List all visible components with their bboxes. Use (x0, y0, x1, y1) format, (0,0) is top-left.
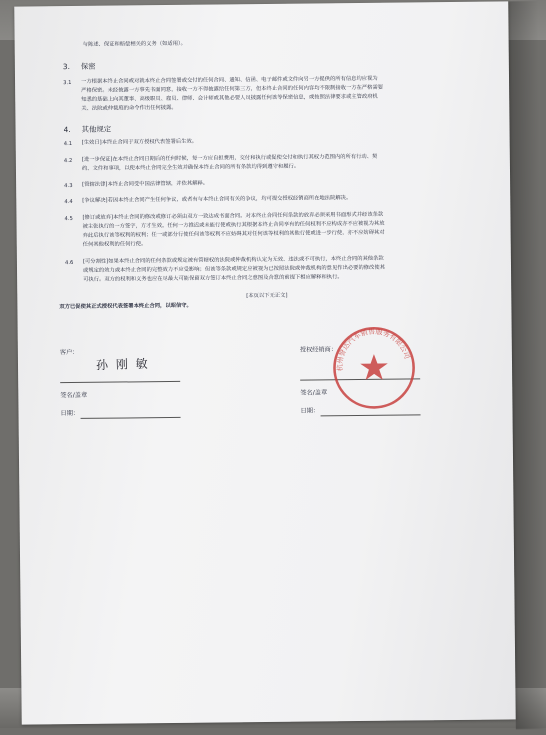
clause-4-6-number: 4.6 (64, 260, 74, 267)
end-of-text-note: [本页以下无正文] (246, 292, 288, 300)
customer-date-line (81, 417, 181, 419)
clause-4-3-line: [管辖法律]本终止合同受中国法律管辖，并依其解释。 (82, 180, 209, 188)
continued-line: 与陈述、保证和赔偿相关的义务（如适用）。 (82, 40, 186, 48)
clause-3-1-line: 关、法院或仲裁庭的命令作出任何披露。 (81, 104, 177, 112)
clause-4-5-line: 弃此后执行该等权利的权利；任一或部分行使任何该等权利不应妨碍其对任何该等权利的其他行使或进一步行使，亦不应妨碍其对 (82, 229, 385, 239)
clause-4-1-number: 4.1 (63, 141, 73, 148)
dealer-date-label: 日期： (300, 407, 320, 415)
clause-4-5-number: 4.5 (64, 216, 73, 223)
clause-4-6-line: 或规定的效力或本终止合同的完整效力不应受影响；但该等条款或规定应被视为已按照法院或仲裁机构的意见作出必要的修改使其 (82, 264, 385, 274)
page-edge-shadow (508, 1, 546, 729)
seal-text: 杭州誉达汽车销售服务有限公司 (335, 326, 413, 372)
clause-3-1-number: 3.1 (63, 80, 72, 87)
clause-4-5-line: [修订或放弃]本终止合同的修改或修订必须由双方一致达成书面合同。对本终止合同任何条款的放弃必须采用书面形式并经该条款 (82, 211, 384, 221)
clause-4-6-line: 可执行。双方的权利和义务也应在尽最大可能保留双方签订本终止合同之意图及合意的前提下相应解释和执行。 (83, 274, 343, 283)
section-4-number: 4. (63, 125, 71, 135)
clause-4-2-line: 约、文件和事项，以使本终止合同完全生效并确保本终止合同的所有条款均得到遵守和履行。 (81, 163, 300, 172)
customer-date-label: 日期： (60, 409, 80, 418)
dealer-date-line (321, 414, 421, 416)
dealer-sign-label: 签名/盖章 (300, 389, 328, 397)
handwritten-signature: 孙 刚 敏 (95, 356, 150, 373)
clause-4-2-line: [进一步保证]在本终止合同日期后的任何时候，每一方应自担费用，交付和执行或促使交付和执行其权力范围内的所有行动、契 (81, 153, 378, 163)
clause-3-1-line: 一方根据本终止合同或对就本终止合同签署或交付的任何合同、通知、信函、电子邮件或文件向另一方提供的所有信息均应视为 (81, 75, 378, 85)
customer-label: 客户： (59, 348, 79, 357)
clause-4-5-line: 任何其他权利的任何行使。 (82, 241, 147, 248)
clause-4-5-line: 被主张执行的一方签字，方才生效。任何一方推迟或未能行使或执行其根据本终止合同享有的任何权利不应构成亦不应被视为其放 (82, 220, 385, 230)
clause-4-3-number: 4.3 (64, 183, 73, 190)
customer-sign-label: 签名/盖章 (60, 391, 88, 400)
company-seal-stamp (331, 324, 418, 411)
clause-3-1-line: 知悉的基础上向其董事、高级职员、雇员、律师、会计师或其他必要人员披露任何该等保密信息，或按照法律要求或主管政府机 (81, 93, 378, 103)
clause-4-1-line: [生效日]本终止合同于双方授权代表签署后生效。 (81, 138, 198, 146)
customer-signature-line (60, 381, 180, 383)
dealer-label: 授权经销商： (299, 346, 338, 354)
clause-4-2-number: 4.2 (63, 158, 73, 165)
clause-4-6-line: [可分割性]如果本终止合同的任何条款或规定被有管辖权的法院或仲裁机构认定为无效、违法或不可执行，本终止合同的其他条款 (82, 255, 384, 265)
clause-4-4-number: 4.4 (64, 199, 73, 206)
document-page (14, 1, 515, 724)
clause-4-4-line: [争议解决]若因本终止合同产生任何争议，或者有与本终止合同有关的争议，均可提交授权经销商所在地法院解决。 (82, 195, 352, 204)
section-3-number: 3. (62, 62, 70, 72)
seal-star-icon (360, 354, 388, 380)
witness-statement: 双方已促使其正式授权代表签署本终止合同，以昭信守。 (59, 302, 192, 311)
section-3-heading: 保密 (80, 61, 96, 71)
section-4-heading: 其他规定 (81, 124, 112, 134)
clause-3-1-line: 严格保密。未经披露一方事先书面同意，接收一方不得披露给任何第三方，但本终止合同的任何内容均不限制接收一方在严格需要 (81, 84, 384, 94)
